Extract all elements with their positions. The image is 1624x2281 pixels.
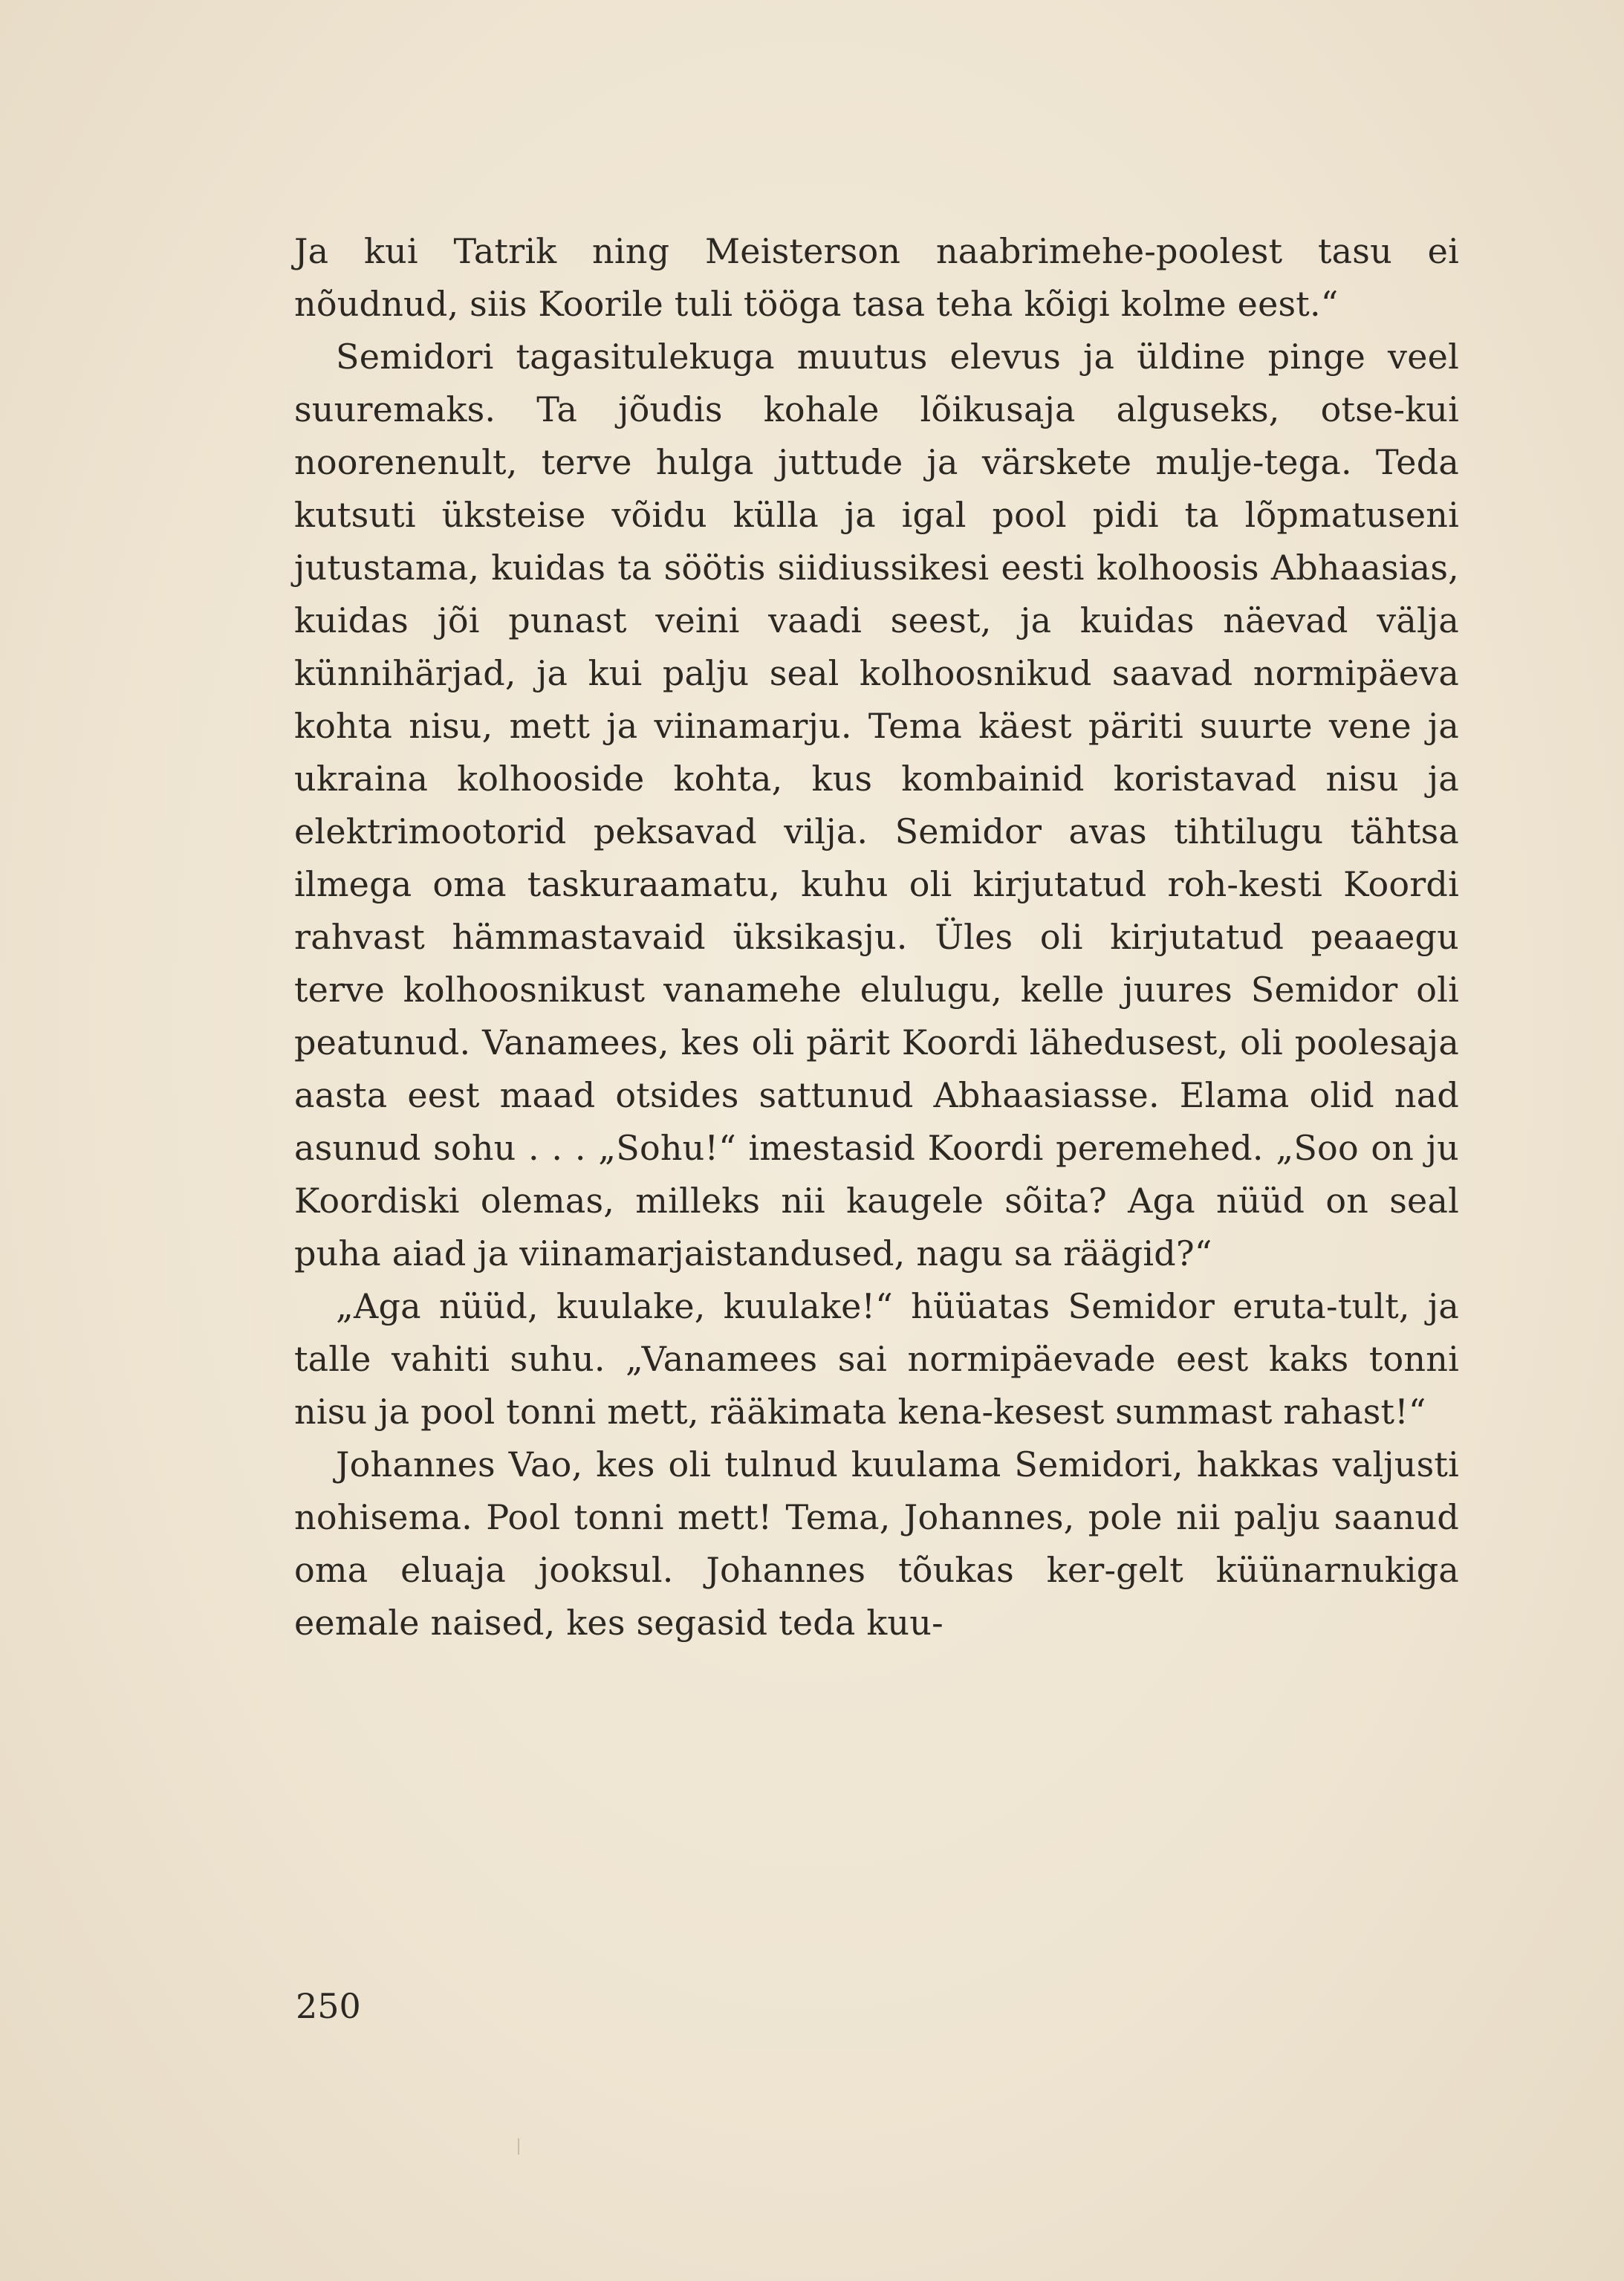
paper-speck [518,2138,519,2155]
paragraph-1: Ja kui Tatrik ning Meisterson naabrimehe-poolest tasu ei nõudnud, siis Koorile tuli tööga tasa teha kõigi kolme eest.“ [294,231,1459,324]
paragraph-4: Johannes Vao, kes oli tulnud kuulama Semidori, hakkas valjusti nohisema. Pool tonni mett! Tema, Johannes, pole nii palju saanud oma eluaja jooksul. Johannes tõukas ker-gelt küünarnukiga eemale naised, kes segasid teda kuu- [294,1444,1459,1643]
body-text [294,225,1459,1649]
paragraph-3: „Aga nüüd, kuulake, kuulake!“ hüüatas Semidor eruta-tult, ja talle vahiti suhu. „Vanamees sai normipäevade eest kaks tonni nisu ja pool tonni mett, rääkimata kena-kesest summast rahast!“ [294,1286,1459,1432]
page-number: 250 [296,1986,361,2026]
paragraph-2: Semidori tagasitulekuga muutus elevus ja üldine pinge veel suuremaks. Ta jõudis kohale lõikusaja alguseks, otse-kui noorenenult, terve hulga juttude ja värskete mulje-tega. Teda kutsuti üksteise võidu külla ja igal pool pidi ta lõpmatuseni jutustama, kuidas ta söötis siidiussikesi eesti kolhoosis Abhaasias, kuidas jõi punast veini vaadi seest, ja kuidas näevad välja künnihärjad, ja kui palju seal kolhoosnikud saavad normipäeva kohta nisu, mett ja viinamarju. Tema käest päriti suurte vene ja ukraina kolhooside kohta, kus kombainid koristavad nisu ja elektrimootorid peksavad vilja. Semidor avas tihtilugu tähtsa ilmega oma taskuraamatu, kuhu oli kirjutatud roh-kesti Koordi rahvast hämmastavaid üksikasju. Üles oli kirjutatud peaaegu terve kolhoosnikust vanamehe elulugu, kelle juures Semidor oli peatunud. Vanamees, kes oli pärit Koordi lähedusest, oli poolesaja aasta eest maad otsides sattunud Abhaasiasse. Elama olid nad asunud sohu . . . „Sohu!“ imestasid Koordi peremehed. „Soo on ju Koordiski olemas, milleks nii kaugele sõita? Aga nüüd on seal puha aiad ja viinamarjaistandused, nagu sa räägid?“ [294,337,1459,1273]
